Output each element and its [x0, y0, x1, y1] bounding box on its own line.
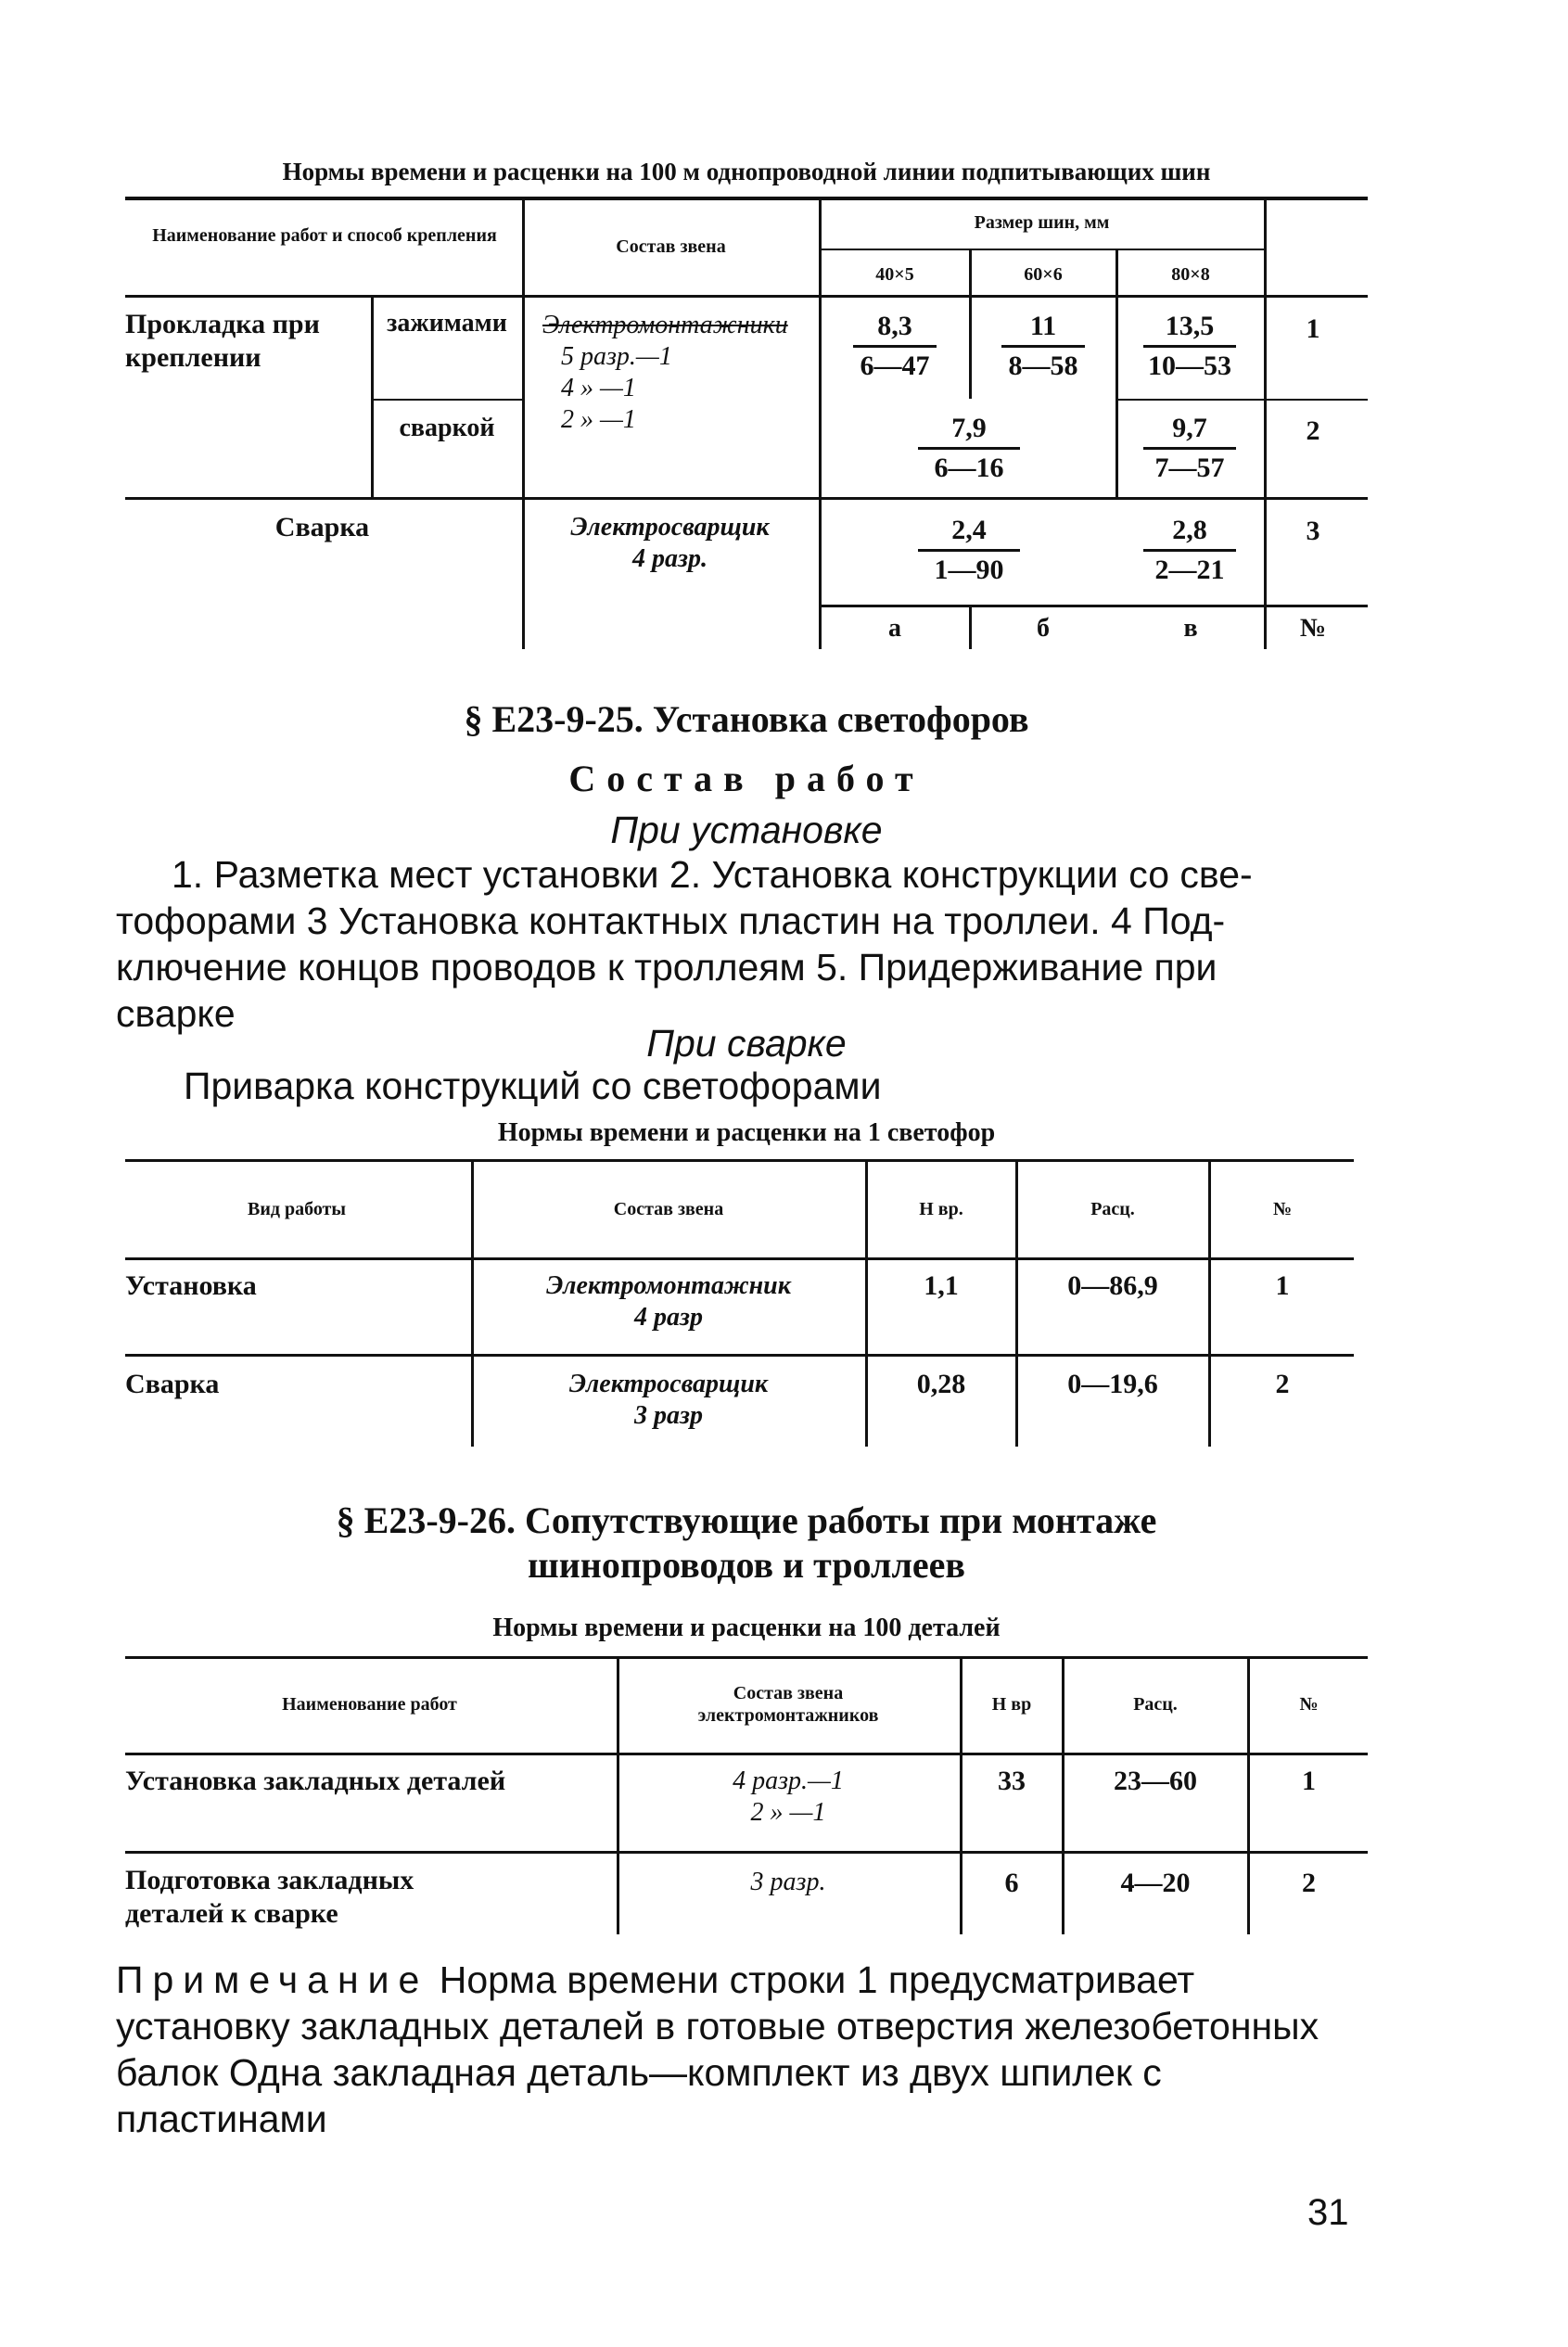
note-line-1 [116, 1957, 1377, 2003]
t2-h-no: № [1272, 1199, 1293, 1219]
t2-r2-nvr: 0,28 [916, 1369, 966, 1399]
t2-r2-crew-line: Электросварщик [568, 1370, 769, 1398]
t3-h-rate: Расц. [1133, 1694, 1178, 1715]
r1-v3-num: 13,5 [1143, 308, 1236, 348]
row3-name: Сварка [274, 512, 370, 542]
t3-h-work: Наименование работ [282, 1694, 457, 1715]
footer-b: б [1037, 614, 1050, 643]
r1-v2-num: 11 [1001, 308, 1085, 348]
t3-r1-crew [619, 1766, 957, 1829]
r1-v1-den: 6—47 [860, 351, 930, 381]
crew1-line: 4 » —1 [561, 374, 636, 402]
t2-r2-no: 2 [1275, 1369, 1290, 1399]
t3-r1-name: Установка закладных деталей [125, 1766, 506, 1796]
note-label: Примечание [116, 1958, 429, 2001]
note-line: пластинами [116, 2098, 327, 2140]
section25-title: § Е23-9-25. Установка светофоров [464, 698, 1029, 740]
r3-no: 3 [1306, 516, 1320, 546]
t3-r2-nvr: 6 [1004, 1868, 1019, 1898]
r3-v2-den: 2—21 [1154, 555, 1225, 585]
r1-v3 [1120, 308, 1259, 385]
install-heading: При установке [610, 809, 883, 851]
t3-r1-no: 1 [1302, 1766, 1316, 1796]
section26-title-line: шинопроводов и троллеев [527, 1544, 966, 1586]
t3-r2-rate: 4—20 [1120, 1868, 1191, 1898]
t2-r1-name: Установка [125, 1270, 257, 1301]
t2-r1-rate: 0—86,9 [1067, 1270, 1158, 1301]
r2-v2 [1120, 410, 1259, 487]
section25-subtitle: Состав работ [568, 758, 924, 799]
weld-heading: При сварке [646, 1022, 847, 1065]
crew1-line: 5 разр.—1 [561, 342, 672, 371]
note-text: Норма времени строки 1 предусматривает [428, 1958, 1195, 2001]
r2-v1-den: 6—16 [934, 453, 1004, 483]
t3-h-nvr: Н вр [991, 1694, 1032, 1715]
r1-v2-den: 8—58 [1008, 351, 1078, 381]
page-number: 31 [1307, 2192, 1349, 2233]
r2-v2-den: 7—57 [1154, 453, 1225, 483]
r3-v2-num: 2,8 [1143, 512, 1236, 552]
t3-r1-crew-line: 2 » —1 [750, 1798, 826, 1827]
r3-v2 [1120, 512, 1259, 589]
r1-v1-num: 8,3 [853, 308, 937, 348]
size-80x8: 80×8 [1171, 264, 1210, 285]
footer-v: в [1183, 614, 1198, 643]
t3-h-crew-line: Состав звена [733, 1683, 844, 1703]
row1-method: зажимами [387, 309, 507, 338]
t3-r2-crew: 3 разр. [750, 1868, 826, 1896]
t2-h-crew: Состав звена [613, 1199, 724, 1219]
install-line: ключение концов проводов к троллеям 5. Придерживание при [116, 946, 1217, 989]
t3-r2-name-line: Подготовка закладных [125, 1865, 414, 1895]
r1-no: 1 [1306, 313, 1320, 344]
r2-v2-num: 9,7 [1143, 410, 1236, 450]
t3-r1-nvr: 33 [998, 1766, 1026, 1796]
row1-name: Прокладка при креплении [125, 309, 320, 373]
t2-r2-crew [474, 1369, 863, 1432]
t2-r2-crew-line: 3 разр [634, 1401, 703, 1430]
table1-caption: Нормы времени и расценки на 100 м однопроводной линии подпитывающих шин [282, 158, 1211, 185]
crew1-line: 2 » —1 [561, 405, 636, 434]
r3-v1-num: 2,4 [918, 512, 1020, 552]
t3-r1-crew-line: 4 разр.—1 [733, 1767, 844, 1795]
r3-v1 [825, 512, 1113, 589]
t3-r2-no: 2 [1302, 1868, 1316, 1898]
table1-header-work: Наименование работ и способ крепления [152, 225, 497, 246]
r3-v1-den: 1—90 [934, 555, 1004, 585]
section26-title [125, 1499, 1368, 1588]
t2-r2-name: Сварка [125, 1369, 220, 1399]
t3-r2-name-line: деталей к сварке [125, 1898, 338, 1929]
note-line: установку закладных деталей в готовые отверстия железобетонных [116, 2005, 1319, 2047]
r1-v3-den: 10—53 [1148, 351, 1231, 381]
table1-header-size: Размер шин, мм [974, 212, 1110, 233]
r2-v1 [825, 410, 1113, 487]
crew3 [529, 512, 811, 575]
t3-r1-rate: 23—60 [1114, 1766, 1197, 1796]
t2-r1-crew-line: 4 разр [634, 1303, 703, 1332]
t3-h-no: № [1299, 1694, 1319, 1715]
size-40x5: 40×5 [875, 264, 914, 285]
size-60x6: 60×6 [1024, 264, 1063, 285]
r1-v2 [974, 308, 1113, 385]
crew3-line: 4 разр. [632, 544, 708, 573]
t2-r1-crew [474, 1270, 863, 1333]
t2-r1-no: 1 [1275, 1270, 1290, 1301]
footer-no: № [1299, 614, 1327, 643]
install-line: сварке [116, 992, 236, 1035]
r2-v1-num: 7,9 [918, 410, 1020, 450]
weld-text: Приварка конструкций со светофорами [184, 1065, 882, 1107]
t2-h-nvr: Н вр. [919, 1199, 963, 1219]
note-line: балок Одна закладная деталь—комплект из двух шпилек с [116, 2051, 1162, 2094]
t2-r2-rate: 0—19,6 [1067, 1369, 1158, 1399]
t2-r1-nvr: 1,1 [924, 1270, 959, 1301]
footer-a: а [888, 614, 901, 643]
row2-method: сваркой [399, 414, 495, 442]
crew3-line: Электросварщик [570, 513, 770, 542]
t3-h-crew-line: электромонтажников [697, 1705, 879, 1726]
t2-h-work: Вид работы [247, 1199, 346, 1219]
note [116, 1957, 1377, 2142]
install-text [116, 851, 1377, 1037]
r1-v1 [825, 308, 964, 385]
crew1 [542, 310, 816, 436]
t3-h-crew [619, 1682, 957, 1727]
install-line: 1. Разметка мест установки 2. Установка конструкции со све- [172, 853, 1253, 896]
section26-title-line: § Е23-9-26. Сопутствующие работы при монтаже [336, 1499, 1157, 1541]
install-line: тофорами 3 Установка контактных пластин на троллеи. 4 Под- [116, 899, 1226, 942]
t3-r2-name [125, 1864, 612, 1931]
t2-r1-crew-line: Электромонтажник [546, 1271, 791, 1300]
t2-h-rate: Расц. [1090, 1199, 1135, 1219]
table1-header-crew: Состав звена [616, 236, 726, 257]
crew1-title: Электромонтажники [542, 311, 788, 339]
table2-caption: Нормы времени и расценки на 1 светофор [497, 1118, 996, 1147]
table3-caption: Нормы времени и расценки на 100 деталей [492, 1614, 1001, 1642]
r2-no: 2 [1306, 415, 1320, 446]
